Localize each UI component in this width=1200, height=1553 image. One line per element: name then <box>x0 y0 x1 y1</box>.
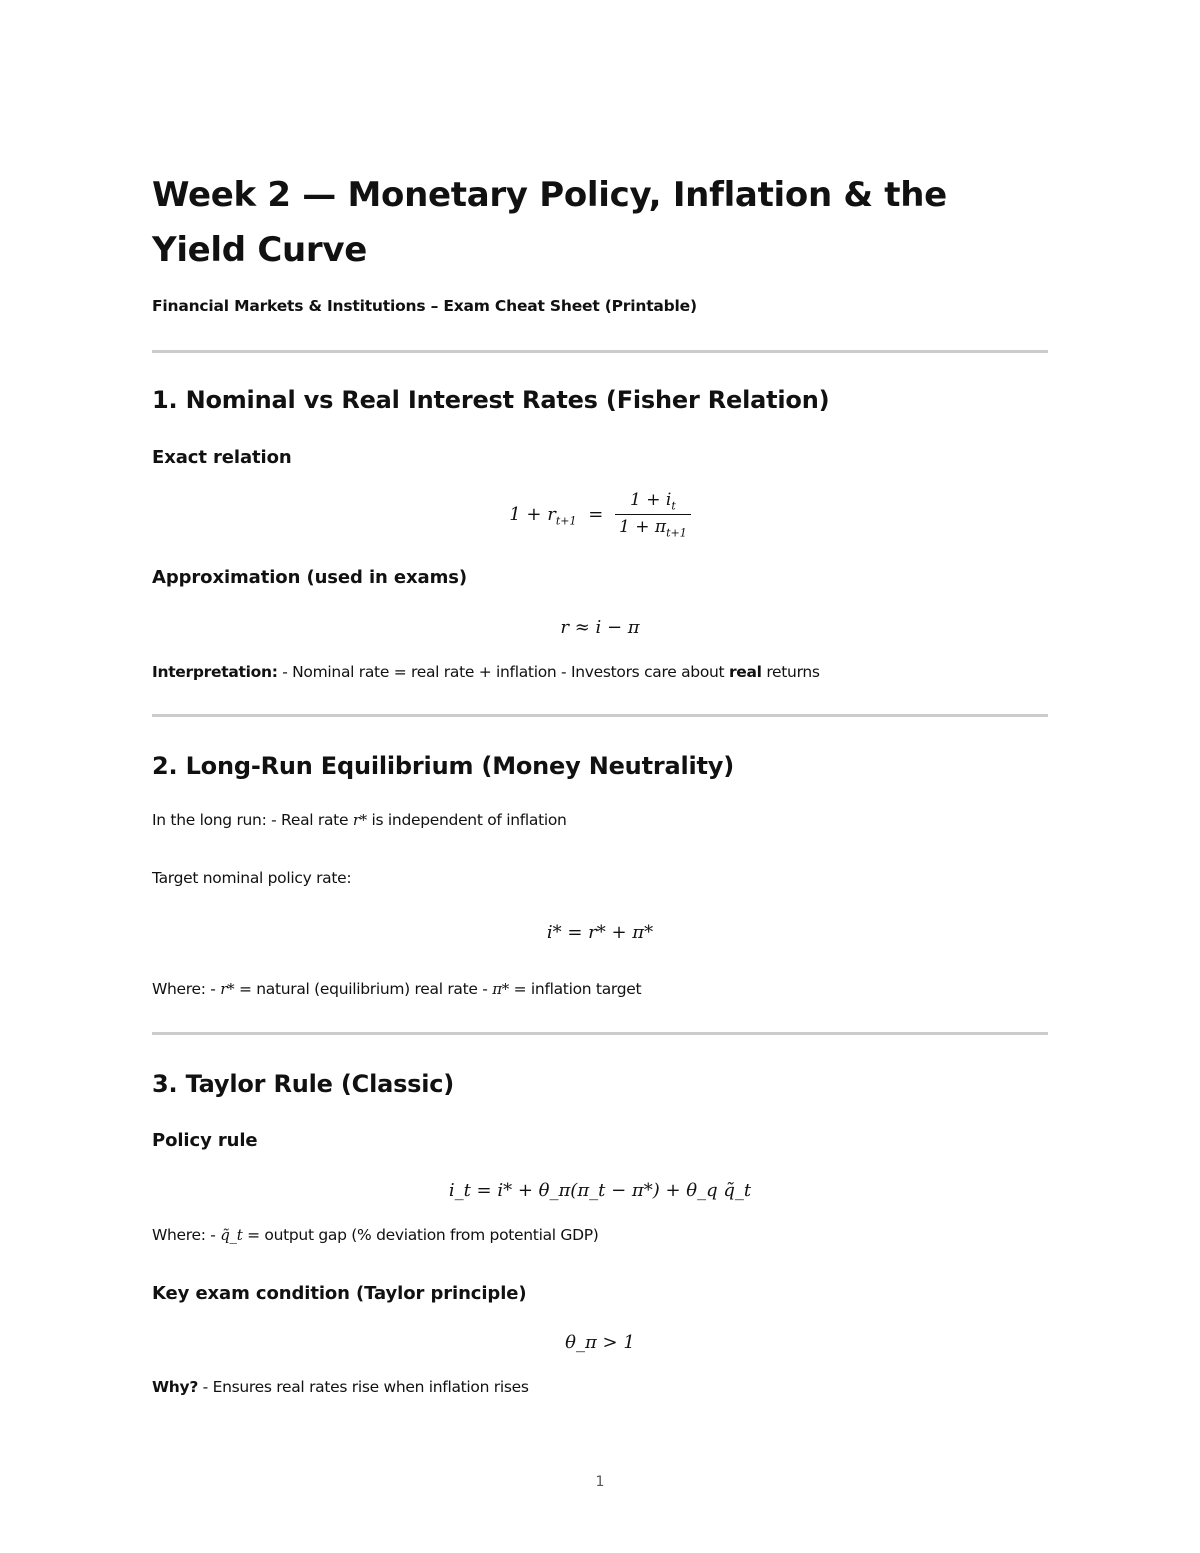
output-gap-paragraph <box>152 1226 599 1244</box>
target-rate-paragraph: Target nominal policy rate: <box>152 869 352 887</box>
where-pre: Where: - <box>152 1226 221 1244</box>
horizontal-divider <box>152 714 1048 717</box>
where-pre: Where: - <box>152 980 221 998</box>
interpretation-paragraph <box>152 663 820 681</box>
why-label: Why? <box>152 1378 199 1396</box>
exact-relation-heading: Exact relation <box>152 447 292 468</box>
section-2-heading: 2. Long-Run Equilibrium (Money Neutrality) <box>152 752 735 780</box>
fraction <box>615 490 691 540</box>
where-mid: = natural (equilibrium) real rate - <box>234 980 493 998</box>
fraction-denominator <box>615 515 691 539</box>
interpretation-tail: returns <box>761 663 820 681</box>
interpretation-text: - Nominal rate = real rate + inflation - Investors care about <box>277 663 729 681</box>
where-paragraph <box>152 980 641 998</box>
target-rate-equation: i* = r* + π* <box>546 922 654 943</box>
section-3-heading: 3. Taylor Rule (Classic) <box>152 1070 455 1098</box>
r-star-symbol: r* <box>352 811 367 829</box>
fisher-exact-equation <box>152 490 1048 540</box>
taylor-principle-equation: θ_π > 1 <box>565 1332 635 1353</box>
interpretation-label: Interpretation: <box>152 663 278 681</box>
fisher-approx-equation: r ≈ i − π <box>560 617 640 638</box>
page-number: 1 <box>595 1474 605 1490</box>
long-run-pre: In the long run: - Real rate <box>152 811 353 829</box>
page-subtitle: Financial Markets & Institutions – Exam Cheat Sheet (Printable) <box>152 297 697 315</box>
why-text: - Ensures real rates rise when inflation rises <box>198 1378 529 1396</box>
page-title: Week 2 — Monetary Policy, Inflation & the Yield Curve <box>152 175 947 270</box>
taylor-rule-equation: i_t = i* + θ_π(π_t − π*) + θ_q q̃_t <box>448 1180 752 1201</box>
horizontal-divider <box>152 350 1048 353</box>
where-post: = inflation target <box>508 980 642 998</box>
den-sub: t+1 <box>666 526 687 540</box>
eq-lhs: 1 + r <box>509 503 556 525</box>
fraction-numerator <box>615 490 691 515</box>
policy-rule-heading: Policy rule <box>152 1130 258 1151</box>
key-condition-heading: Key exam condition (Taylor principle) <box>152 1283 527 1304</box>
eq-lhs-sub: t+1 <box>555 514 577 528</box>
why-paragraph <box>152 1378 529 1396</box>
r-star-symbol: r* <box>220 980 235 998</box>
interpretation-bold: real <box>728 663 762 681</box>
q-tilde-symbol: q̃_t <box>220 1226 243 1244</box>
eq-equals: = <box>588 503 604 525</box>
long-run-post: is independent of inflation <box>366 811 567 829</box>
num-text: 1 + i <box>630 490 672 510</box>
den-text: 1 + π <box>619 517 667 538</box>
approximation-heading: Approximation (used in exams) <box>152 567 467 588</box>
pi-star-symbol: π* <box>492 980 509 998</box>
long-run-paragraph <box>152 811 567 829</box>
where-post: = output gap (% deviation from potential GDP) <box>242 1226 599 1244</box>
num-sub: t <box>671 499 676 513</box>
section-1-heading: 1. Nominal vs Real Interest Rates (Fisher Relation) <box>152 386 830 414</box>
horizontal-divider <box>152 1032 1048 1035</box>
